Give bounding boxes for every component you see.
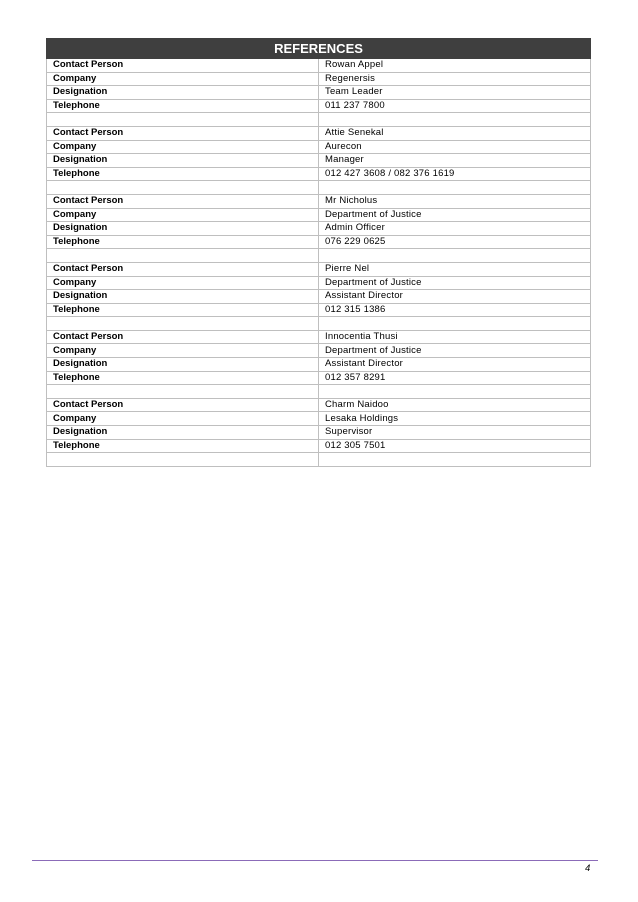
contact-value: Mr Nicholus — [319, 194, 591, 208]
designation-label: Designation — [47, 86, 319, 100]
company-value: Department of Justice — [319, 208, 591, 222]
references-body — [47, 59, 591, 467]
reference-row-designation — [47, 222, 591, 236]
spacer-row — [47, 181, 591, 195]
telephone-label: Telephone — [47, 235, 319, 249]
designation-label: Designation — [47, 154, 319, 168]
company-value: Department of Justice — [319, 344, 591, 358]
reference-row-contact — [47, 194, 591, 208]
spacer-row — [47, 453, 591, 467]
telephone-value: 012 427 3608 / 082 376 1619 — [319, 167, 591, 181]
contact-value: Charm Naidoo — [319, 398, 591, 412]
reference-row-telephone — [47, 167, 591, 181]
reference-row-company — [47, 344, 591, 358]
empty-cell — [319, 385, 591, 399]
reference-row-contact — [47, 330, 591, 344]
references-table — [46, 38, 591, 467]
contact-value: Pierre Nel — [319, 262, 591, 276]
footer-divider — [32, 860, 598, 861]
telephone-label: Telephone — [47, 439, 319, 453]
table-header-row — [47, 39, 591, 59]
reference-row-telephone — [47, 439, 591, 453]
designation-label: Designation — [47, 358, 319, 372]
designation-value: Admin Officer — [319, 222, 591, 236]
contact-value: Innocentia Thusi — [319, 330, 591, 344]
contact-label: Contact Person — [47, 262, 319, 276]
reference-row-telephone — [47, 371, 591, 385]
empty-cell — [319, 181, 591, 195]
designation-label: Designation — [47, 426, 319, 440]
empty-cell — [319, 453, 591, 467]
references-title: REFERENCES — [47, 39, 591, 59]
telephone-label: Telephone — [47, 371, 319, 385]
spacer-row — [47, 249, 591, 263]
reference-row-telephone — [47, 235, 591, 249]
contact-value: Attie Senekal — [319, 126, 591, 140]
telephone-label: Telephone — [47, 167, 319, 181]
reference-row-company — [47, 208, 591, 222]
reference-row-telephone — [47, 99, 591, 113]
reference-row-designation — [47, 358, 591, 372]
empty-cell — [47, 453, 319, 467]
designation-label: Designation — [47, 222, 319, 236]
reference-row-company — [47, 72, 591, 86]
telephone-label: Telephone — [47, 303, 319, 317]
reference-row-company — [47, 412, 591, 426]
company-value: Lesaka Holdings — [319, 412, 591, 426]
company-label: Company — [47, 276, 319, 290]
empty-cell — [319, 249, 591, 263]
designation-value: Assistant Director — [319, 290, 591, 304]
reference-row-contact — [47, 398, 591, 412]
empty-cell — [319, 317, 591, 331]
contact-value: Rowan Appel — [319, 59, 591, 73]
telephone-value: 076 229 0625 — [319, 235, 591, 249]
spacer-row — [47, 113, 591, 127]
designation-label: Designation — [47, 290, 319, 304]
empty-cell — [47, 385, 319, 399]
reference-row-designation — [47, 86, 591, 100]
company-label: Company — [47, 140, 319, 154]
reference-row-telephone — [47, 303, 591, 317]
spacer-row — [47, 317, 591, 331]
contact-label: Contact Person — [47, 126, 319, 140]
company-label: Company — [47, 344, 319, 358]
telephone-label: Telephone — [47, 99, 319, 113]
contact-label: Contact Person — [47, 330, 319, 344]
designation-value: Assistant Director — [319, 358, 591, 372]
empty-cell — [319, 113, 591, 127]
reference-row-company — [47, 140, 591, 154]
reference-row-company — [47, 276, 591, 290]
company-value: Aurecon — [319, 140, 591, 154]
reference-row-designation — [47, 290, 591, 304]
designation-value: Team Leader — [319, 86, 591, 100]
company-label: Company — [47, 412, 319, 426]
company-label: Company — [47, 72, 319, 86]
designation-value: Manager — [319, 154, 591, 168]
empty-cell — [47, 181, 319, 195]
contact-label: Contact Person — [47, 398, 319, 412]
reference-row-contact — [47, 262, 591, 276]
company-value: Department of Justice — [319, 276, 591, 290]
telephone-value: 011 237 7800 — [319, 99, 591, 113]
telephone-value: 012 315 1386 — [319, 303, 591, 317]
reference-row-designation — [47, 426, 591, 440]
company-value: Regenersis — [319, 72, 591, 86]
contact-label: Contact Person — [47, 194, 319, 208]
empty-cell — [47, 317, 319, 331]
reference-row-designation — [47, 154, 591, 168]
company-label: Company — [47, 208, 319, 222]
empty-cell — [47, 113, 319, 127]
designation-value: Supervisor — [319, 426, 591, 440]
spacer-row — [47, 385, 591, 399]
telephone-value: 012 357 8291 — [319, 371, 591, 385]
reference-row-contact — [47, 126, 591, 140]
reference-row-contact — [47, 59, 591, 73]
telephone-value: 012 305 7501 — [319, 439, 591, 453]
contact-label: Contact Person — [47, 59, 319, 73]
page-number: 4 — [585, 863, 591, 874]
empty-cell — [47, 249, 319, 263]
